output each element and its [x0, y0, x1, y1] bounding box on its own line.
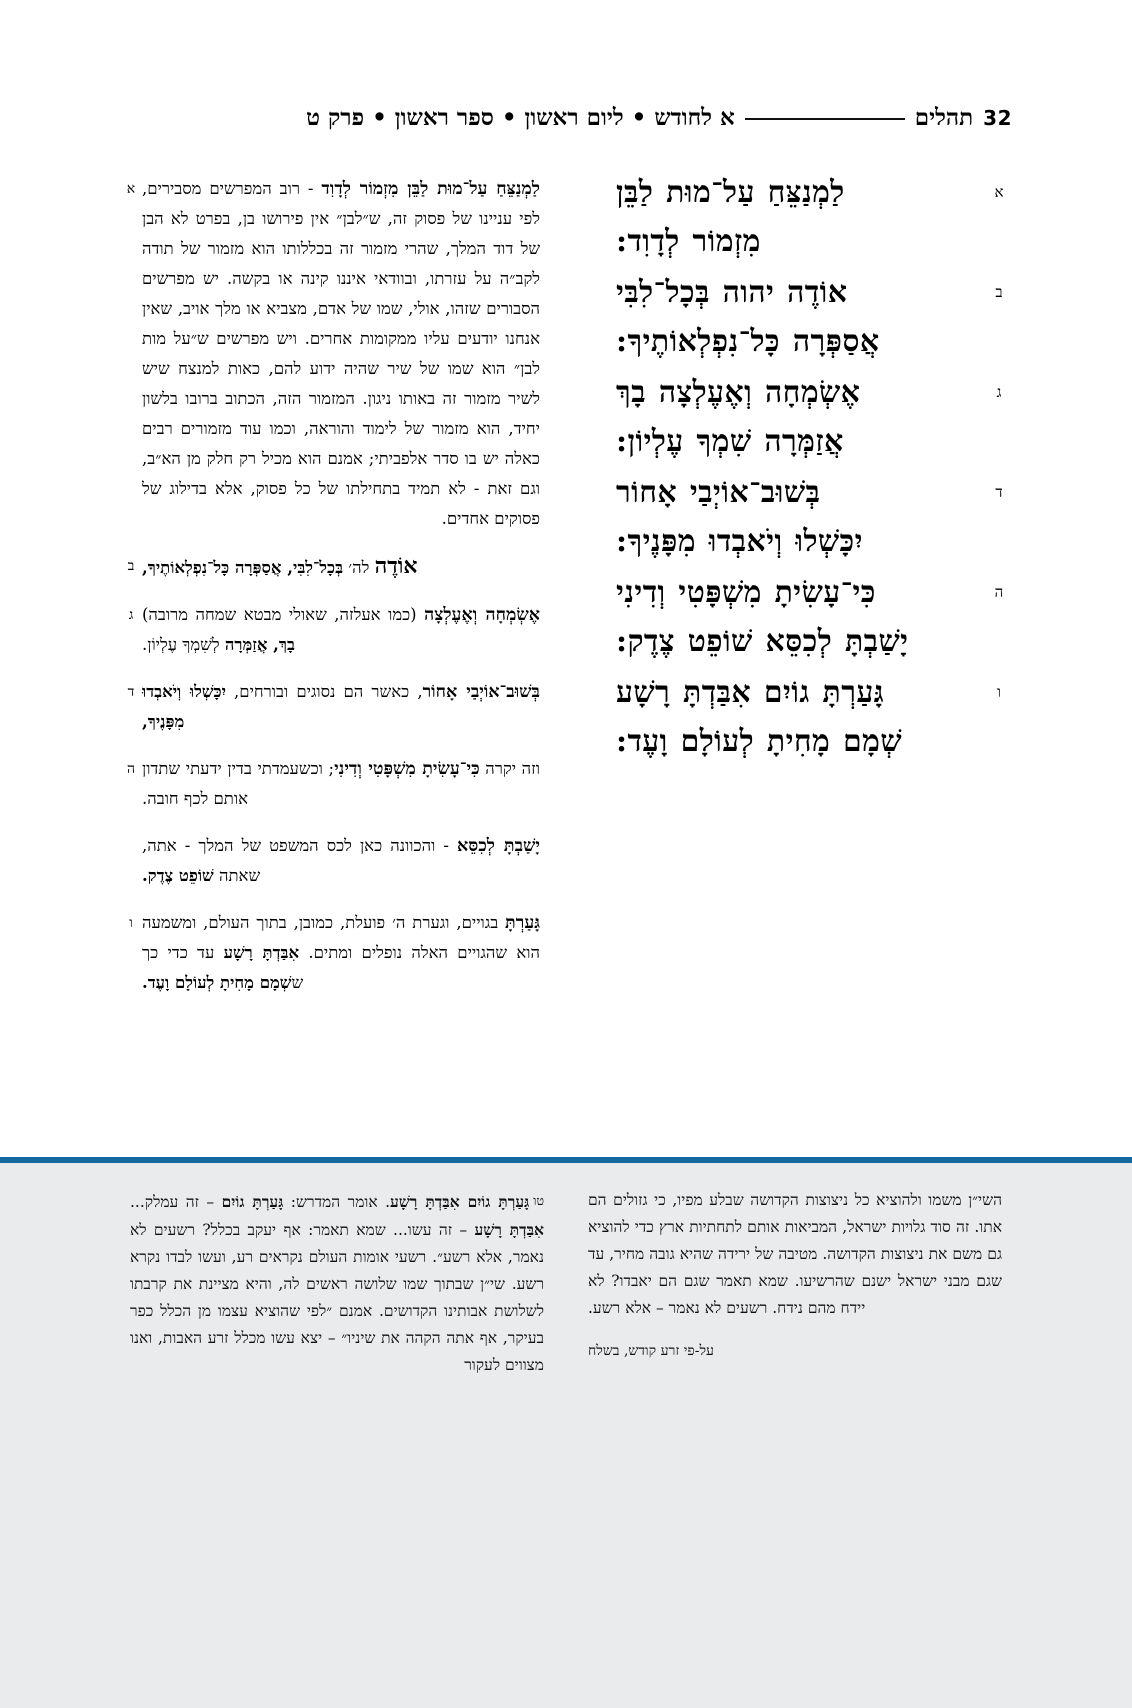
commentary-body: - והכוונה כאן לכס המשפט של המלך - אתה, שאתה [142, 836, 458, 885]
commentary-lemma: גָּעַרְתָּ [505, 913, 540, 933]
commentary-quote: אִבַּדְתָּ רָשָׁע [223, 943, 300, 962]
header-location-line: א לחודש • ליום ראשון • ספר ראשון • פרק ט [306, 104, 735, 131]
commentary-tail: לְשִׁמְךָ עֶלְיוֹן. [142, 635, 225, 654]
footnote-bold-2: גָּעַרְתָּ גוֹיִם [221, 1192, 284, 1211]
scripture-verse [616, 268, 1012, 366]
verse-number: א [994, 183, 1004, 201]
footnote-column-right [130, 1187, 544, 1379]
scripture-verse [616, 568, 1012, 666]
footnote-text-3: – זה עשו... שמא תאמר: אף יעקב בכלל? רשעים לא נאמר, אלא רשע״. רשעי אומות העולם נקראים רע, ועשו לבדו נקרא רשע. שי״ן שבתוך שמו שלושה ראשים לה, והיא מציינת את קרבתו לשלושת אבותינו הקדושים. אמנם ״לפי שהוציא עצמו מן הכלל כפר בעיקר, אף אתה הקהה את שיניו״ – יצא עשו מכלל זרע האבות, ואנו מצווים לעקור [130, 1221, 544, 1374]
commentary-pre: וזה יקרה [479, 759, 540, 778]
commentary-text [142, 174, 540, 534]
commentary-lemma: לַמְנַצֵּחַ עַל־מוּת לַבֵּן מִזְמוֹר לְדָוִד [321, 179, 540, 199]
commentary-number: ד [127, 684, 135, 700]
commentary-tail: עד כדי כך ש [142, 943, 304, 992]
verse-text [616, 568, 986, 666]
commentary-body: ; וכשעמדתי בדין ידעתי שתדון אותם לכף חובה. [142, 759, 335, 808]
commentary-block [120, 551, 540, 583]
commentary-block [120, 600, 540, 660]
commentary-text [142, 908, 540, 998]
header-book-title: תהלים [914, 104, 974, 131]
footnote-text-2: – זה עמלק... [130, 1193, 222, 1211]
commentary-lemma: כִּי־עָשִׂיתָ מִשְׁפָּטִי וְדִינִי [334, 759, 480, 779]
scripture-verse [616, 368, 1012, 466]
main-body [120, 168, 1012, 1098]
verse-line: בְּשׁוּב־אוֹיְבַי אָחוֹר [616, 475, 821, 510]
commentary-lemma: אוֹדֶה [374, 553, 418, 579]
commentary-number: א [126, 181, 136, 197]
scripture-verse [616, 468, 1012, 566]
footnote-panel [0, 1157, 1132, 1708]
page-header [120, 104, 1012, 146]
scripture-verse [616, 168, 1012, 266]
commentary-body: (כמו אעלזה, שאולי מבטא שמחה מרובה) [142, 605, 425, 624]
verse-line: מִזְמוֹר לְדָוִד: [616, 224, 761, 259]
commentary-block [120, 754, 540, 814]
verse-number: ג [996, 383, 1002, 401]
verse-line: לַמְנַצֵּחַ עַל־מוּת לַבֵּן [616, 175, 845, 210]
verse-text [616, 668, 986, 766]
commentary-lemma: אֶשְׂמְחָה וְאֶעֶלְצָה [424, 605, 540, 625]
footnote-number: טו [533, 1193, 545, 1208]
commentary-text [142, 754, 540, 814]
scripture-verse [616, 668, 1012, 766]
commentary-column [120, 174, 540, 1015]
verse-text [616, 168, 986, 266]
commentary-lemma: בְּשׁוּב־אוֹיְבַי אָחוֹר [422, 682, 540, 702]
verse-line: אֶשְׂמְחָה וְאֶעֶלְצָה בָךְ [616, 375, 861, 410]
verse-line: יִכָּשְׁלוּ וְיֹאבְדוּ מִפָּנֶיךָ: [616, 524, 863, 559]
commentary-number: ה [126, 761, 136, 777]
commentary-body: , כאשר הם נסוגים ובורחים, [225, 682, 423, 701]
footnote-left-text: השי״ן משמו ולהוציא כל ניצוצות הקדושה שבלע מפיו, כי גזולים הם אתו. זה סוד גלויות ישראל, המביאות אותם לתחתיות ארץ כדי להוציא גם משם את ניצוצות הקדושה. מטיבה של ירידה שהיא גובה מחיר, עד שגם מבני ישראל ישנם שהרשיעו. שמא תאמר שגם הם יאבדו? לא יידח מהם נידח. רשעים לא נאמר – אלא רשע. [588, 1191, 1002, 1317]
footnote-bold-3: אִבַּדְתָּ רָשָׁע [474, 1220, 544, 1239]
commentary-lemma-rest: לה׳ [343, 558, 375, 577]
commentary-text [142, 600, 540, 660]
verse-text [616, 468, 986, 566]
commentary-quote: יִכָּשְׁלוּ וְיֹאבְדוּ מִפָּנֶיךָ, [142, 682, 226, 731]
verse-text [616, 268, 986, 366]
commentary-number: ב [127, 558, 135, 574]
footnote-lemma: גָּעַרְתָּ גוֹיִם אִבַּדְתָּ רָשָׁע [390, 1192, 530, 1211]
verse-number: ד [995, 483, 1003, 501]
commentary-text [142, 831, 540, 891]
verse-line: יָשַׁבְתָּ לְכִסֵּא שׁוֹפֵט צֶדֶק: [616, 624, 909, 659]
footnote-column-left [588, 1187, 1002, 1379]
verse-line: כִּי־עָשִׂיתָ מִשְׁפָּטִי וְדִינִי [616, 575, 876, 610]
footnote-mid: . אומר המדרש: [283, 1193, 391, 1211]
commentary-block [120, 677, 540, 737]
verse-line: אֲסַפְּרָה כָּל־נִפְלְאוֹתֶיךָ: [616, 324, 880, 359]
commentary-block [120, 174, 540, 534]
verse-line: אֲזַמְּרָה שִׁמְךָ עֶלְיוֹן: [616, 424, 844, 459]
commentary-quote: שׁוֹפֵט צֶדֶק. [142, 866, 214, 885]
verse-number: ב [995, 283, 1003, 301]
commentary-text [142, 677, 540, 737]
commentary-lemma: יָשַׁבְתָּ לְכִסֵּא [457, 836, 540, 856]
commentary-quote: בָךְ, אֲזַמְּרָה [224, 635, 295, 654]
commentary-number: ג [128, 607, 134, 623]
commentary-quote: בְּכָל־לִבִּי, אֲסַפְּרָה כָּל־נִפְלְאוֹתֶיךָ, [142, 558, 344, 577]
footnote-credit: על-פי זרע קודש, בשלח [588, 1343, 714, 1359]
commentary-block [120, 831, 540, 891]
verse-line: אוֹדֶה יהוה בְּכָל־לִבִּי [616, 275, 848, 310]
verse-text [616, 368, 986, 466]
header-rule [745, 118, 905, 120]
page-number: 32 [983, 106, 1012, 130]
commentary-body: בגויים, וגערת ה׳ פועלת, כמובן, בתוך העולם, ומשמעה הוא שהגויים האלה נופלים ומתים. [142, 913, 540, 962]
commentary-number: ו [129, 915, 133, 931]
scripture-column [616, 168, 1012, 768]
commentary-body: - רוב המפרשים מסבירים, לפי עניינו של פסוק זה, ש״לבן״ אין פירושו בן, בפרט לא הבן של דוד המלך, שהרי מזמור זה בכללותו הוא מזמור של תודה לקב״ה על עזרתו, ובוודאי איננו קינה או בקשה. יש מפרשים הסבורים שזהו, אולי, שמו של אדם, מצביא או מלך אויב, שאין אנחנו יודעים עליו ממקומות אחרים. ויש מפרשים ש״על מות לבן״ הוא שמו של שיר שהיה ידוע להם, כאות למנצח שיש לשיר מזמור זה באותו ניגון. המזמור הזה, הכתוב ברובו בלשון יחיד, הוא מזמור של לימוד והוראה, וכמו עוד מזמורים רבים כאלה יש בו סדר אלפביתי; אמנם הוא מכיל רק חלק מן הא״ב, וגם זאת - לא תמיד בתחילתו של כל פסוק, אלא בדילוג של פסוקים אחדים. [142, 179, 540, 528]
verse-line: גָּעַרְתָּ גוֹיִם אִבַּדְתָּ רָשָׁע [616, 675, 885, 710]
footnote-columns [130, 1187, 1002, 1379]
commentary-quote: שְׁמָם מָחִיתָ לְעוֹלָם וָעֶד. [142, 973, 292, 992]
commentary-block [120, 908, 540, 998]
verse-number: ה [994, 583, 1004, 601]
verse-line: שְׁמָם מָחִיתָ לְעוֹלָם וָעֶד: [616, 724, 902, 759]
commentary-text [142, 551, 540, 583]
verse-number: ו [997, 683, 1001, 701]
